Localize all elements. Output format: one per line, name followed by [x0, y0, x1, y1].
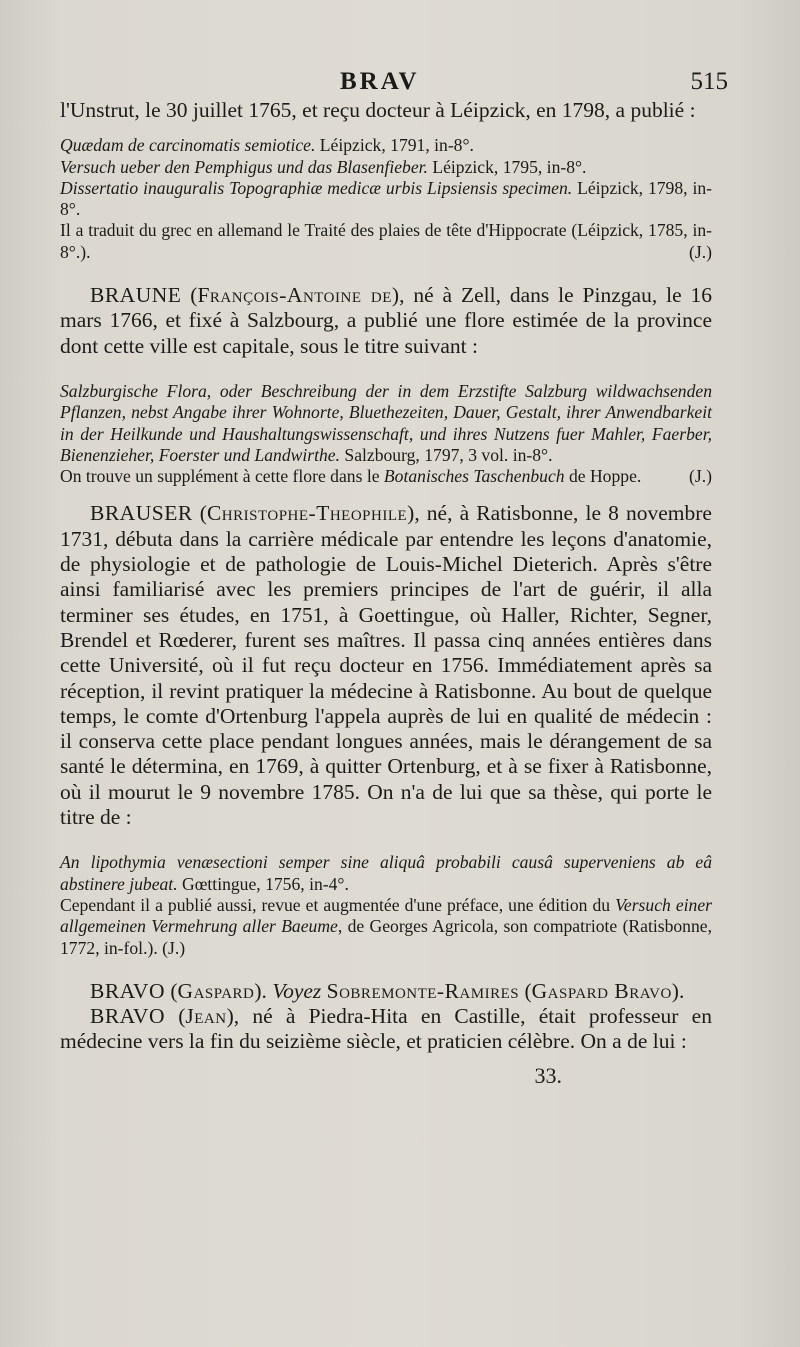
- work-item: [60, 852, 712, 895]
- entry-text: BRAVO (Gaspard). Voyez Sobremonte-Ramires (Gaspard Bravo).: [90, 978, 685, 1003]
- work-title: Versuch ueber den Pemphigus und das Blasenfieber.: [60, 156, 428, 177]
- entry-forenames: Christophe-Theophile: [206, 501, 408, 526]
- work-title: Salzburgische Flora, oder Beschreibung der in dem Erzstifte Salzburg wildwachsenden Pflanzen, nebst Angabe ihrer Wohnorte, Bluethezeiten, Dauer, Gestalt, ihrer Anwendbarkeit in der Heilkunde und Haushaltungswissenschaft, und ihres Nutzens fuer Mahler, Faerber, Bienenzieher, Foerster und Landwirthe.: [60, 380, 712, 465]
- entry-forenames: Jean: [185, 1004, 227, 1029]
- cross-reference-forenames: Gaspard Bravo: [531, 978, 672, 1003]
- entry-bravo-jean: [60, 1004, 712, 1055]
- entry-brau-continued: [60, 98, 712, 263]
- edition-note: Cependant il a publié aussi, revue et augmentée d'une préface, une édition du Versuch einer allgemeinen Vermehrung aller Baeume, de Georges Agricola, son compatriote (Ratisbonne, 1772, in-fol.). (J.): [60, 894, 712, 958]
- entry-name: BRAUNE: [90, 283, 182, 308]
- work-title: Botanisches Taschenbuch: [383, 466, 565, 487]
- entry-bravo-gaspard: [60, 979, 712, 1004]
- entry-text: BRAUSER (Christophe-Theophile), né, à Ratisbonne, le 8 novembre 1731, débuta dans la carrière médicale par entendre les leçons d'anatomie, de physiologie et de pathologie de Louis-Michel Dieterich. Après s'être ainsi familiarisé avec les premiers principes de l'art de guérir, il alla terminer ses études, en 1751, à Goettingue, où Haller, Richter, Segner, Brendel et Rœderer, furent ses maîtres. Il passa cinq années entières dans cette Université, où il fut reçu docteur en 1756. Immédiatement après sa réception, il revint pratiquer la médecine à Ratisbonne. Au bout de quelque temps, le comte d'Ortenburg l'appela auprès de lui en qualité de médecin : il conserva cette place pendant longues années, mais le dérangement de sa santé le détermina, en 1769, à quitter Ortenburg, et à se fixer à Ratisbonne, où il mourut le 9 novembre 1785. On n'a de lui que sa thèse, qui porte le titre de :: [60, 501, 712, 830]
- entry-forenames: Gaspard: [177, 978, 255, 1003]
- running-head: [60, 64, 728, 98]
- entry-forenames: François-Antoine de: [197, 283, 392, 308]
- entry-name: BRAVO: [90, 1004, 165, 1029]
- work-details: Léipzick, 1795, in-8°.: [427, 156, 587, 177]
- work-item: [60, 157, 712, 178]
- work-details: Gœttingue, 1756, in-4°.: [177, 873, 349, 894]
- cross-reference-name: Sobremonte-Ramires: [326, 978, 520, 1003]
- work-item: [60, 381, 712, 466]
- work-title: An lipothymia venæsectioni semper sine aliquâ probabili causâ superveniens ab eâ abstinere jubeat.: [60, 852, 712, 894]
- cross-reference-label: Voyez: [272, 978, 322, 1003]
- work-title: Quædam de carcinomatis semiotice.: [60, 135, 316, 156]
- entry-name: BRAUSER: [90, 501, 193, 526]
- entry-text: BRAUNE (François-Antoine de), né à Zell, dans le Pinzgau, le 16 mars 1766, et fixé à Salzbourg, a publié une flore estimée de la province dont cette ville est capitale, sous le titre suivant :: [60, 283, 713, 358]
- work-title: Dissertatio inauguralis Topographiæ medicæ urbis Lipsiensis specimen.: [60, 177, 573, 198]
- signature-mark: 33.: [534, 1062, 562, 1088]
- work-item: [60, 135, 712, 156]
- entry-name: BRAVO: [90, 978, 165, 1003]
- work-details: Salzbourg, 1797, 3 vol. in-8°.: [340, 444, 553, 465]
- signature: (J.): [689, 466, 712, 487]
- entry-braune: [60, 283, 712, 487]
- entry-text: BRAVO (Jean), né à Piedra-Hita en Castille, était professeur en médecine vers la fin du seizième siècle, et praticien célèbre. On a de lui :: [60, 1004, 712, 1054]
- work-item: [60, 178, 712, 221]
- signature: (J.): [162, 937, 186, 958]
- bibliography: [60, 852, 712, 958]
- work-details: Léipzick, 1798, in-8°.: [60, 177, 712, 220]
- signature: (J.): [689, 241, 712, 262]
- work-title: Versuch einer allgemeinen Vermehrung aller Baeume: [60, 894, 712, 937]
- page-number: 515: [690, 68, 728, 95]
- work-details: Léipzick, 1791, in-8°.: [315, 135, 474, 156]
- bibliography: [60, 381, 712, 487]
- bibliography: [60, 135, 712, 263]
- entry-text: l'Unstrut, le 30 juillet 1765, et reçu docteur à Léipzick, en 1798, a publié :: [60, 98, 696, 122]
- running-title: BRAV: [340, 68, 420, 95]
- entry-brauser: [60, 501, 712, 958]
- supplement-note: On trouve un supplément à cette flore dans le Botanisches Taschenbuch de Hoppe. (J.): [60, 466, 712, 487]
- translation-note: Il a traduit du grec en allemand le Traité des plaies de tête d'Hippocrate (Léipzick, 1785, in-8°.). (J.): [60, 220, 712, 262]
